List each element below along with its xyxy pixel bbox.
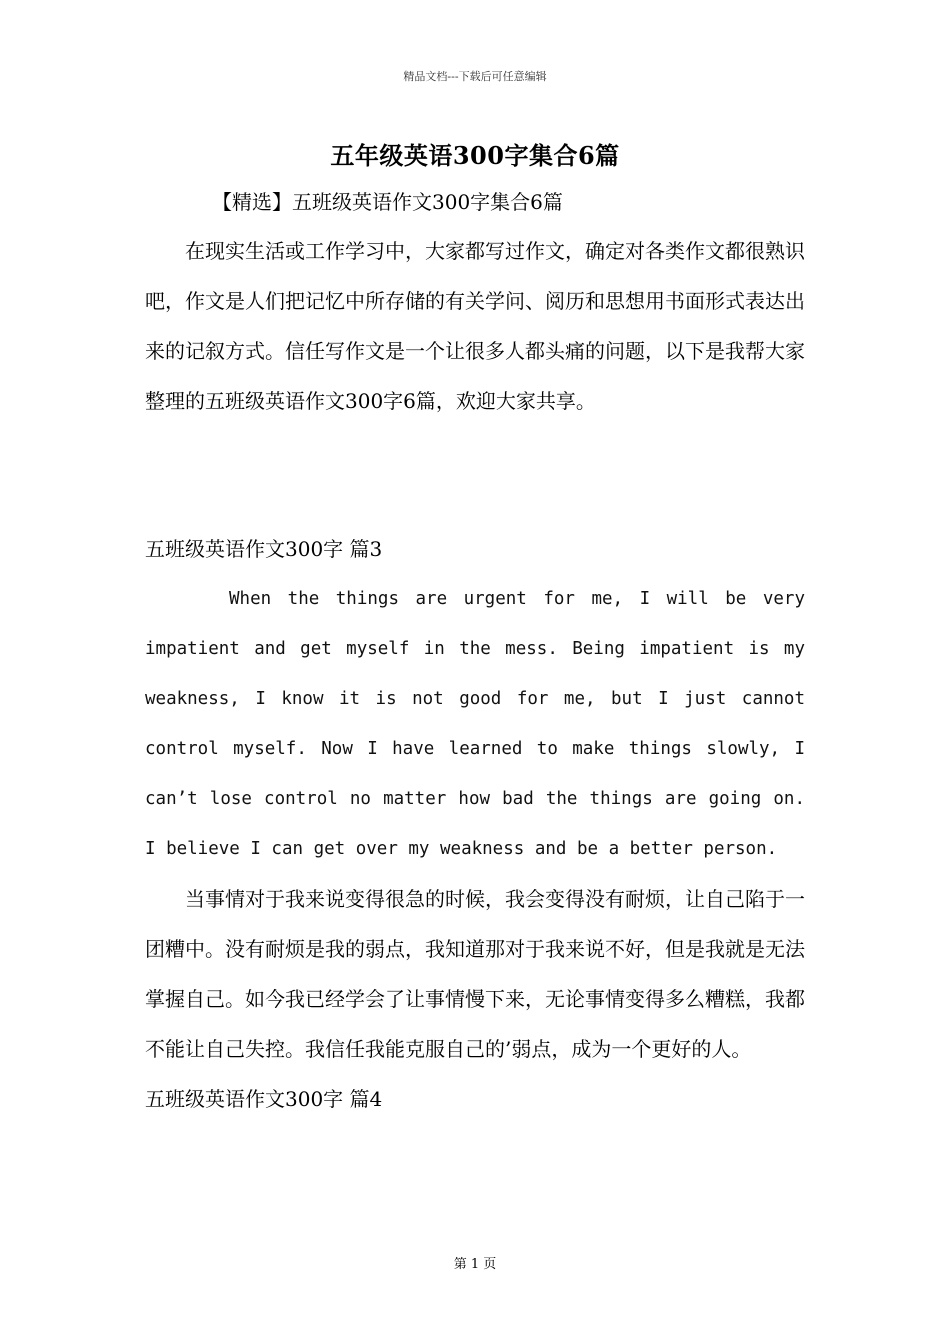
section-3-chinese-paragraph: 当事情对于我来说变得很急的时候，我会变得没有耐烦，让自己陷于一团糟中。没有耐烦是我的弱点，我知道那对于我来说不好，但是我就是无法掌握自己。如今我已经学会了让事情慢下来，无论事情变得多么糟糕，我都不能让自己失控。我信任我能克服自己的’弱点，成为一个更好的人。	[145, 887, 805, 1061]
intro-paragraph: 在现实生活或工作学习中，大家都写过作文，确定对各类作文都很熟识吧，作文是人们把记忆中所存储的有关学问、阅历和思想用书面形式表达出来的记叙方式。信任写作文是一个让很多人都头痛的问题，以下是我帮大家整理的五班级英语作文300字6篇，欢迎大家共享。	[145, 239, 805, 413]
document-subtitle: 【精选】五班级英语作文300字集合6篇	[212, 190, 563, 214]
section-3-heading: 五班级英语作文300字 篇3	[145, 537, 383, 561]
section-3-english-paragraph: When the things are urgent for me, I will be very impatient and get myself in the mess. Being impatient is my weakness, I know it is not good for me, but I just cannot control myself. Now I have learned to make things slowly, I can’t lose control no matter how bad the things are going on. I believe I can get over my weakness and be a better person.	[145, 589, 805, 859]
page-footer: 第 1 页	[453, 1257, 497, 1272]
section-3	[145, 524, 805, 1124]
section-4-heading: 五班级英语作文300字 篇4	[145, 1087, 383, 1111]
intro-block	[145, 226, 805, 426]
document-title: 五年级英语300字集合6篇	[330, 141, 620, 170]
page-header: 精品文档---下载后可任意编辑	[403, 70, 547, 83]
